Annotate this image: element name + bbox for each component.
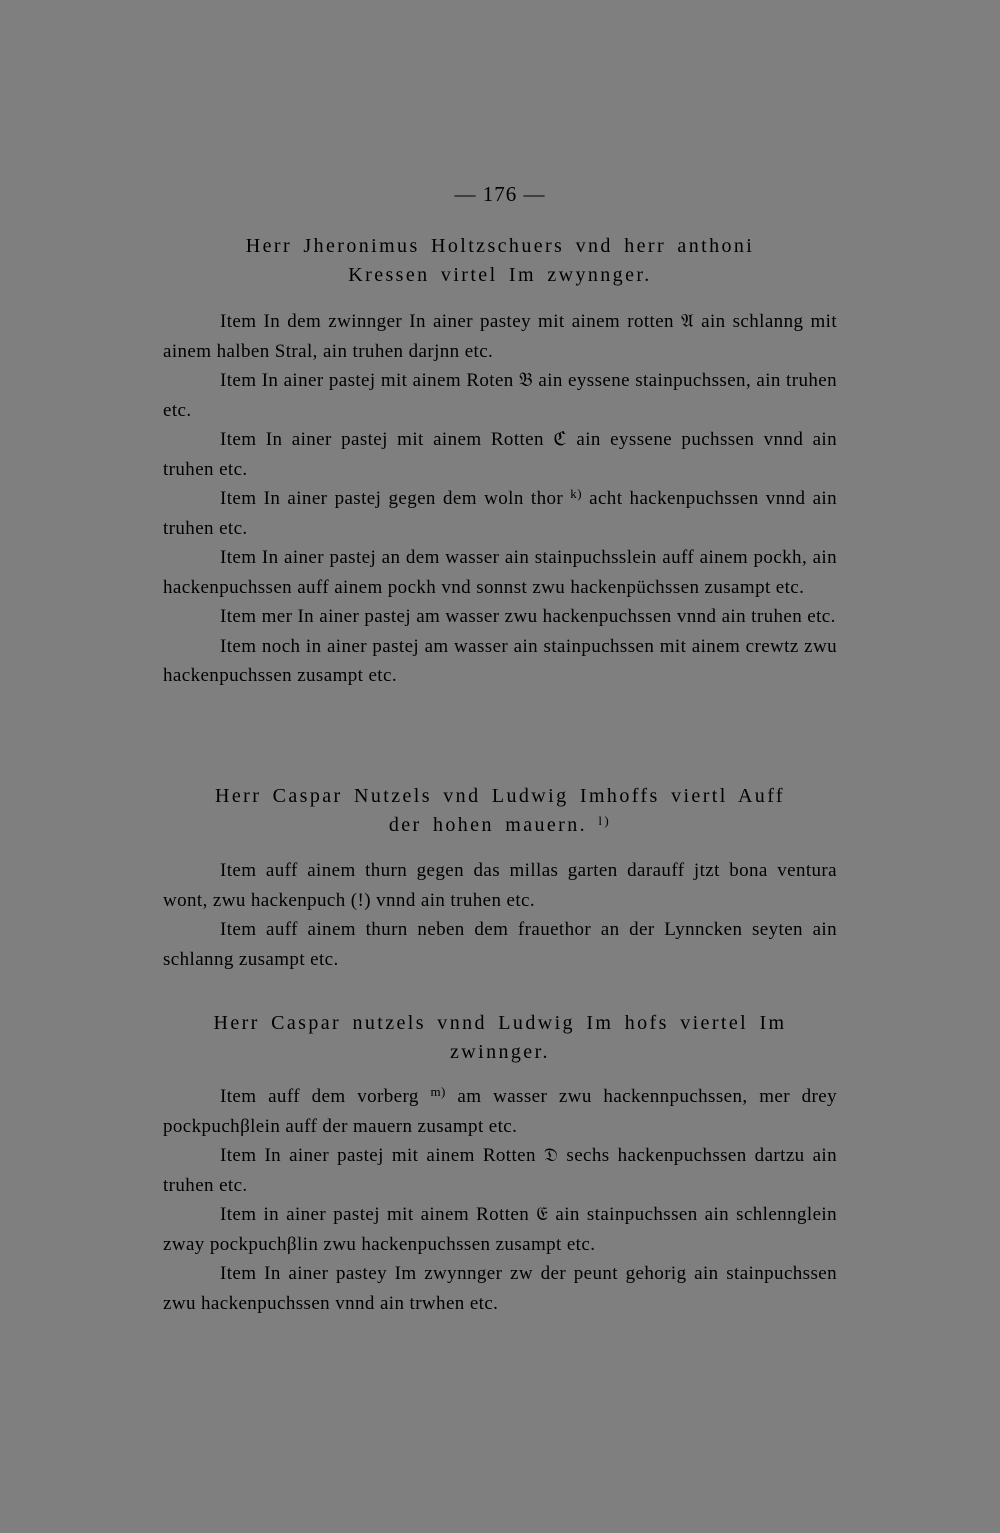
footnote-marker: k) [570,486,582,501]
heading-line: Herr Caspar nutzels vnnd Ludwig Im hofs viertel Im [213,1012,787,1034]
inventory-entry: Item In dem zwinnger In ainer pastey mit ainem rotten 𝔄 ain schlanng mit ainem halben Stral, ain truhen darjnn etc. [163,311,837,362]
heading-line: Kressen virtel Im zwynnger. [348,264,652,286]
entry-text: Item In ainer pastej gegen dem woln thor [220,488,564,509]
entry-text: Item auff dem vorberg [220,1086,419,1107]
section-entries [163,1082,837,1318]
heading-line: Herr Jheronimus Holtzschuers vnd herr anthoni [245,235,755,257]
inventory-entry: Item In ainer pastej mit ainem Rotten ℭ ain eyssene puchssen vnnd ain truhen etc. [163,429,837,480]
inventory-entry: Item auff ainem thurn neben dem frauethor an der Lynncken seyten ain schlanng zusampt etc. [163,919,837,970]
inventory-entry [163,1082,837,1141]
section-entries [163,307,837,691]
section-heading [163,1009,837,1067]
inventory-entry: Item mer In ainer pastej am wasser zwu hackenpuchssen vnnd ain truhen etc. [220,606,836,627]
inventory-entry: Item in ainer pastej mit ainem Rotten 𝔈 ain stainpuchssen ain schlennglein zway pockpuchβlin zwu hackenpuchssen zusampt etc. [163,1204,837,1255]
inventory-entry: Item noch in ainer pastej am wasser ain stainpuchssen mit ainem crewtz zwu hackenpuchssen zusampt etc. [163,635,837,686]
section-heading [163,232,837,290]
inventory-entry: Item In ainer pastej mit ainem Roten 𝔅 ain eyssene stainpuchssen, ain truhen etc. [163,370,837,421]
section-heading [163,782,837,840]
inventory-entry: Item In ainer pastey Im zwynnger zw der peunt gehorig ain stainpuchssen zwu hackenpuchssen vnnd ain trwhen etc. [163,1263,837,1314]
heading-line: zwinnger. [450,1041,550,1063]
inventory-entry: Item In ainer pastej an dem wasser ain stainpuchsslein auff ainem pockh, ain hackenpuchssen auff ainem pockh vnd sonnst zwu hackenpüchssen zusampt etc. [163,547,837,598]
inventory-entry: Item auff ainem thurn gegen das millas garten darauff jtzt bona ventura wont, zwu hackenpuch (!) vnnd ain truhen etc. [163,860,837,911]
heading-line: der hohen mauern. [388,814,588,836]
entry-text: acht hackenpuchssen vnnd ain truhen etc. [163,488,837,539]
heading-line: Herr Caspar Nutzels vnd Ludwig Imhoffs viertl Auff [215,785,785,807]
entry-text: am wasser zwu hackennpuchssen, mer drey pockpuchβlein auff der mauern zusampt etc. [163,1086,837,1137]
footnote-marker: m) [430,1084,446,1099]
page-number: — 176 — [454,182,546,206]
inventory-entry [163,484,837,543]
section-entries [163,856,837,974]
footnote-marker: l) [598,813,612,828]
inventory-entry: Item In ainer pastej mit ainem Rotten 𝔇 sechs hackenpuchssen dartzu ain truhen etc. [163,1145,837,1196]
